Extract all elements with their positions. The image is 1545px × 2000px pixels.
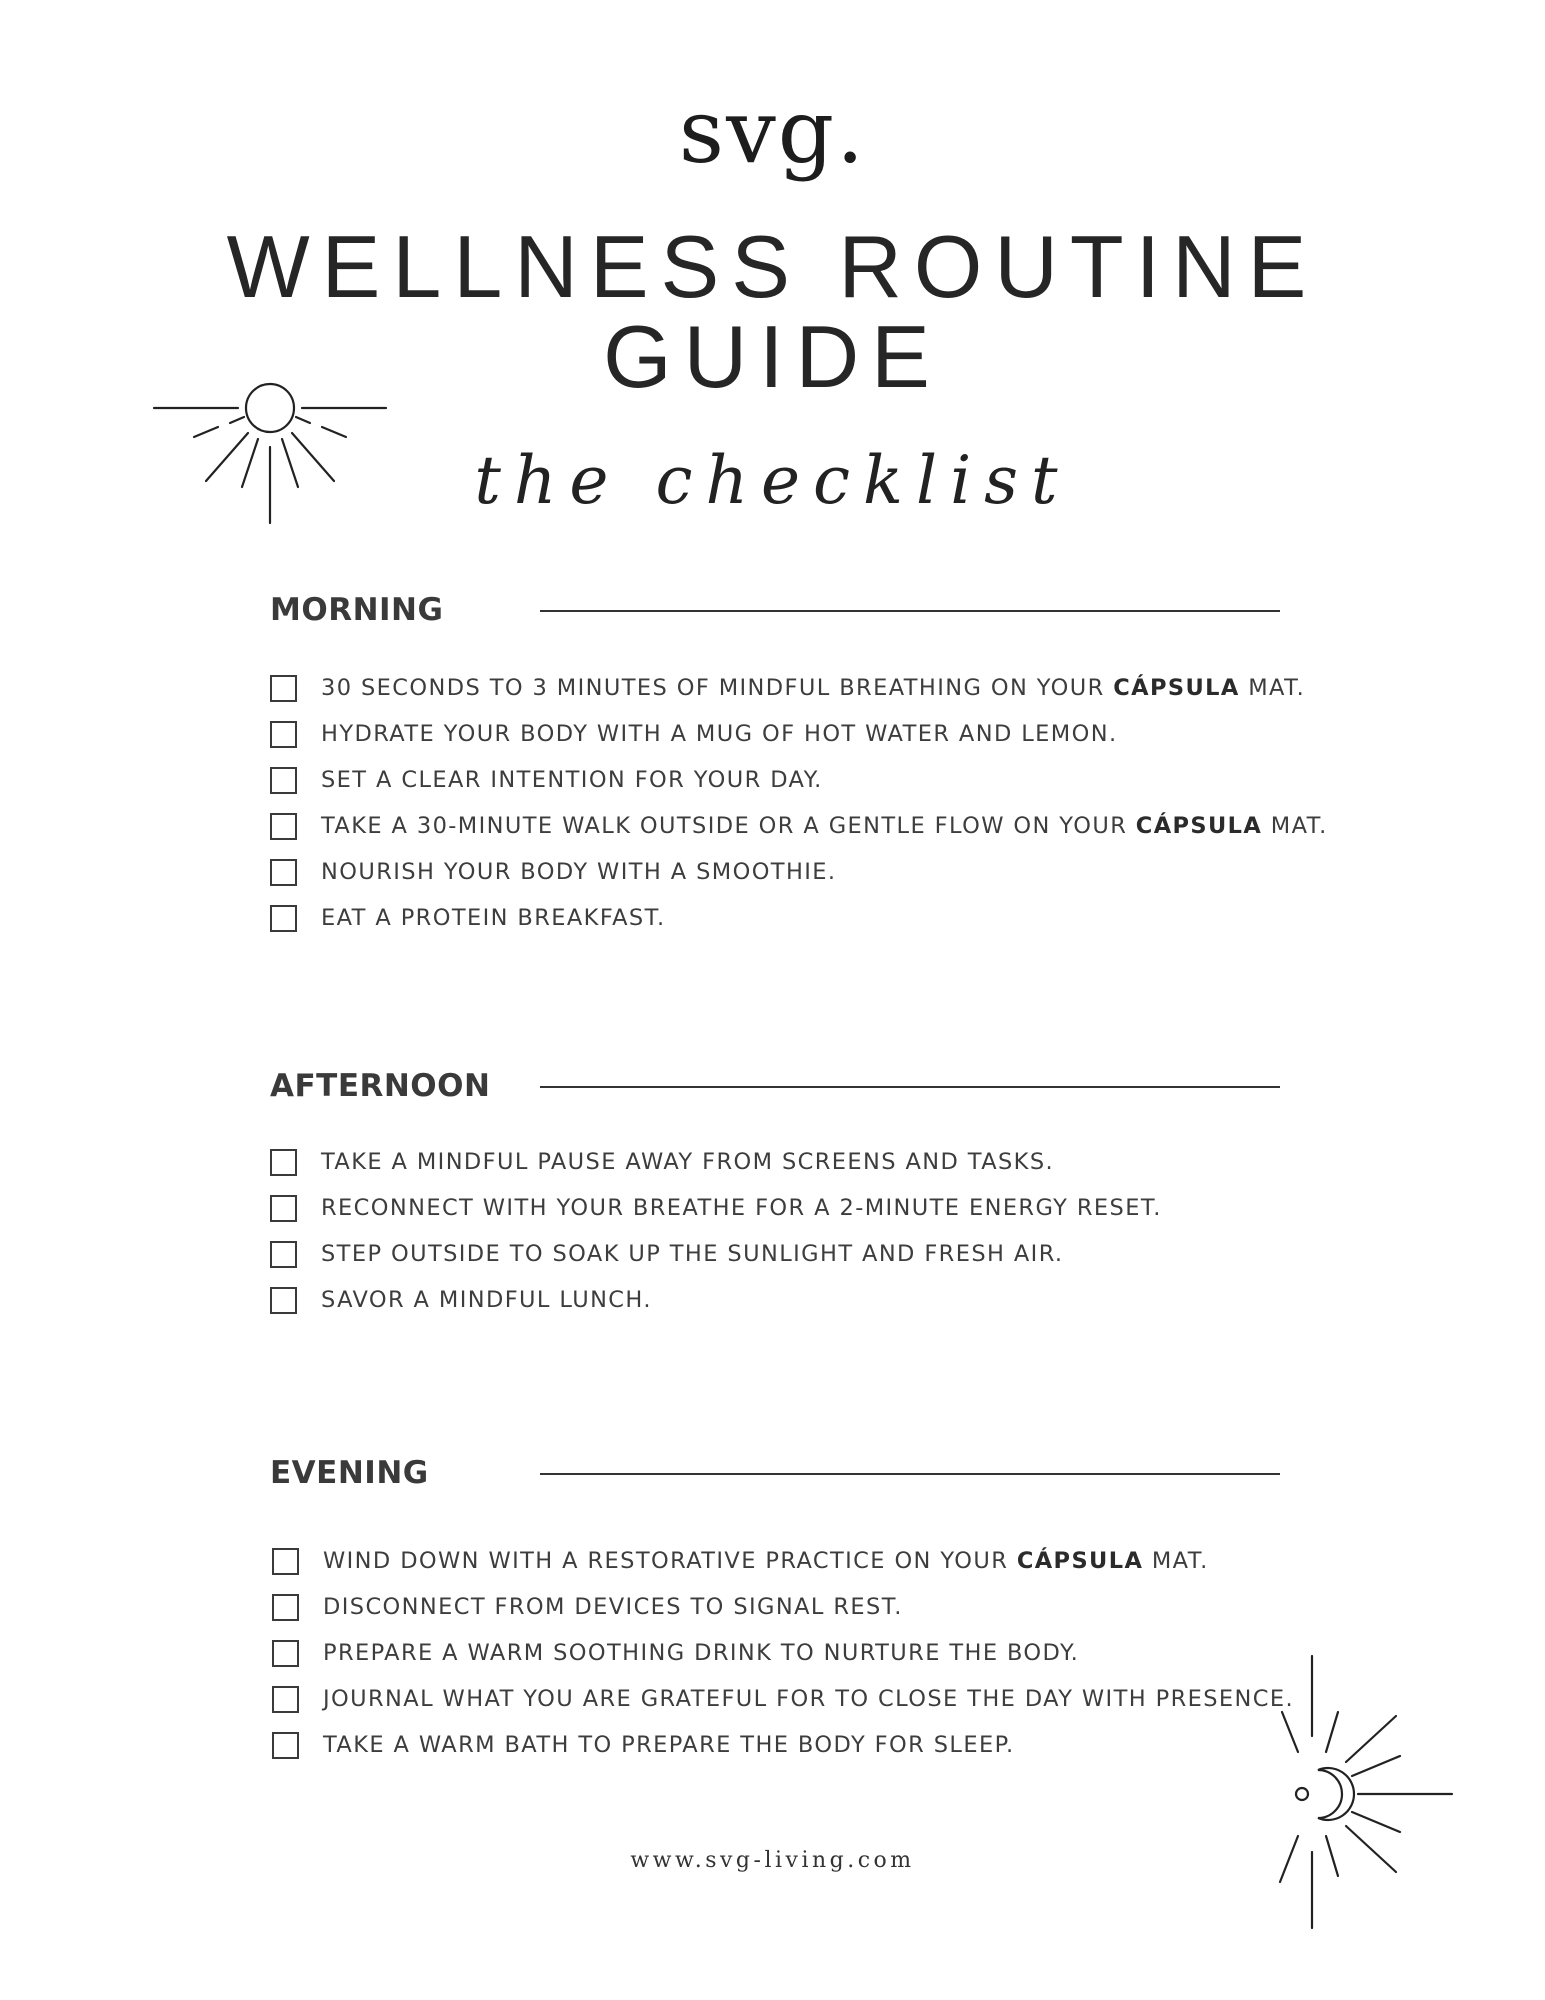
list-item: [270, 1139, 1280, 1185]
item-text: RECONNECT WITH YOUR BREATHE FOR A 2-MINUTE ENERGY RESET.: [321, 1195, 1162, 1221]
list-item: [272, 1538, 1280, 1584]
list-item: [272, 1722, 1280, 1768]
section-evening: [270, 1453, 1295, 1768]
page-subtitle: the checklist: [474, 442, 1071, 519]
checkbox-icon[interactable]: [272, 1594, 299, 1621]
checkbox-icon[interactable]: [270, 1149, 297, 1176]
section-header: [270, 1066, 1280, 1110]
item-text: WIND DOWN WITH A RESTORATIVE PRACTICE ON YOUR CÁPSULA MAT.: [323, 1548, 1209, 1574]
section-afternoon: [270, 1066, 1280, 1323]
item-text: DISCONNECT FROM DEVICES TO SIGNAL REST.: [323, 1594, 903, 1620]
list-item: [270, 803, 1328, 849]
list-item: [272, 1630, 1280, 1676]
checkbox-icon[interactable]: [270, 813, 297, 840]
checkbox-icon[interactable]: [270, 767, 297, 794]
item-text: SAVOR A MINDFUL LUNCH.: [321, 1287, 652, 1313]
section-divider: [540, 610, 1280, 612]
item-text: JOURNAL WHAT YOU ARE GRATEFUL FOR TO CLOSE THE DAY WITH PRESENCE.: [323, 1686, 1295, 1712]
checkbox-icon[interactable]: [272, 1732, 299, 1759]
checkbox-icon[interactable]: [270, 1195, 297, 1222]
checkbox-icon[interactable]: [270, 1287, 297, 1314]
item-text: NOURISH YOUR BODY WITH A SMOOTHIE.: [321, 859, 837, 885]
list-item: [272, 1584, 1280, 1630]
list-item: [270, 849, 1280, 895]
item-text: TAKE A WARM BATH TO PREPARE THE BODY FOR SLEEP.: [323, 1732, 1015, 1758]
footer-url[interactable]: www.svg-living.com: [630, 1848, 915, 1873]
section-header: [270, 1453, 1280, 1497]
list-item: [270, 1277, 1280, 1323]
list-item: [270, 665, 1306, 711]
moon-sun-icon: [1268, 1652, 1458, 1932]
list-item: [270, 1185, 1280, 1231]
section-header: [270, 590, 1280, 634]
item-text: STEP OUTSIDE TO SOAK UP THE SUNLIGHT AND FRESH AIR.: [321, 1241, 1064, 1267]
list-item: [270, 1231, 1280, 1277]
section-morning: [270, 590, 1328, 941]
title-line-2: GUIDE: [603, 307, 942, 406]
checklist: [272, 1538, 1295, 1768]
item-text: PREPARE A WARM SOOTHING DRINK TO NURTURE THE BODY.: [323, 1640, 1080, 1666]
item-text: EAT A PROTEIN BREAKFAST.: [321, 905, 666, 931]
checkbox-icon[interactable]: [270, 721, 297, 748]
list-item: [272, 1676, 1295, 1722]
section-title: AFTERNOON: [270, 1068, 491, 1104]
checkbox-icon[interactable]: [270, 675, 297, 702]
section-divider: [540, 1086, 1280, 1088]
checkbox-icon[interactable]: [272, 1686, 299, 1713]
sun-icon: [150, 375, 390, 525]
checkbox-icon[interactable]: [270, 905, 297, 932]
item-text: 30 SECONDS TO 3 MINUTES OF MINDFUL BREATHING ON YOUR CÁPSULA MAT.: [321, 675, 1306, 701]
list-item: [270, 757, 1280, 803]
list-item: [270, 711, 1280, 757]
item-text: TAKE A MINDFUL PAUSE AWAY FROM SCREENS AND TASKS.: [321, 1149, 1055, 1175]
checklist: [270, 665, 1328, 941]
title-line-1: WELLNESS ROUTINE: [226, 217, 1319, 316]
checkbox-icon[interactable]: [272, 1640, 299, 1667]
checkbox-icon[interactable]: [272, 1548, 299, 1575]
item-text: TAKE A 30-MINUTE WALK OUTSIDE OR A GENTLE FLOW ON YOUR CÁPSULA MAT.: [321, 813, 1328, 839]
section-title: MORNING: [270, 592, 444, 628]
list-item: [270, 895, 1280, 941]
checklist: [270, 1139, 1280, 1323]
checkbox-icon[interactable]: [270, 1241, 297, 1268]
checkbox-icon[interactable]: [270, 859, 297, 886]
item-text: SET A CLEAR INTENTION FOR YOUR DAY.: [321, 767, 823, 793]
section-divider: [540, 1473, 1280, 1475]
section-title: EVENING: [270, 1455, 429, 1491]
brand-logo: svg.: [678, 80, 867, 183]
item-text: HYDRATE YOUR BODY WITH A MUG OF HOT WATER AND LEMON.: [321, 721, 1118, 747]
